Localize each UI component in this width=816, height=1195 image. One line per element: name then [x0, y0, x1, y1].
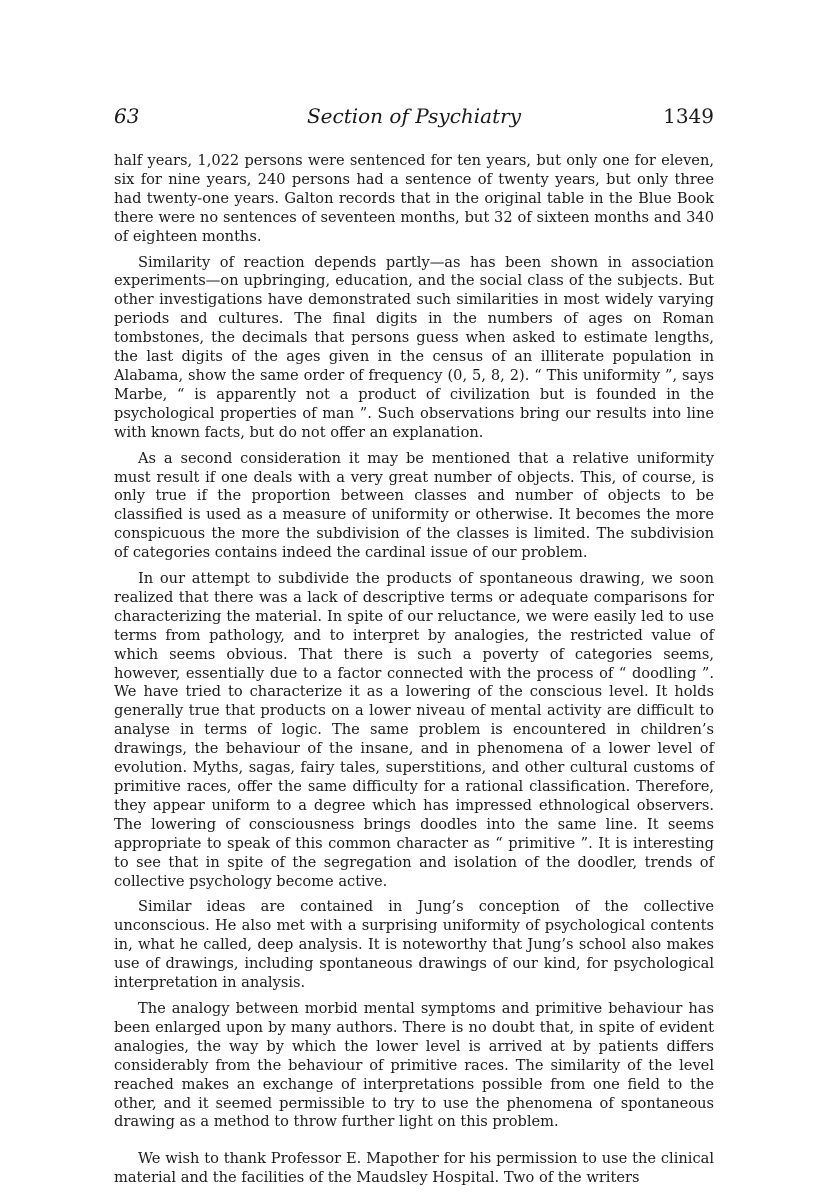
paragraph-continuation: half years, 1,022 persons were sentenced for ten years, but only one for eleven, six for nine years, 240 persons had a sentence of twenty years, but only three had twenty-one years. Galton records that in the original table in the Blue Book there were no sentences of seventeen months, but 32 of sixteen months and 340 of eighteen months. [114, 152, 714, 245]
paragraph-jung: Similar ideas are contained in Jung’s conception of the collective unconscious. He also met with a surprising uniformity of psychological contents in, what he called, deep analysis. It is noteworthy that Jung’s school also makes use of drawings, including spontaneous drawings of our kind, for psychological interpretation in analysis. [114, 898, 714, 992]
body-text [114, 152, 714, 1188]
page-number-right: 1349 [663, 104, 714, 128]
paragraph-similarity: Similarity of reaction depends partly—as has been shown in association experiments—on upbringing, education, and the social class of the subjects. But other investigations have demonstrated such similarities in most widely varying periods and cultures. The final digits in the numbers of ages on Roman tombstones, the decimals that persons guess when asked to estimate lengths, the last digits of the ages given in the census of an illiterate population in Alabama, show the same order of frequency (0, 5, 8, 2). “ This uniformity ”, says Marbe, “ is apparently not a product of civilization but is founded in the psychological properties of man ”. Such observations bring our results into line with known facts, but do not offer an explanation. [114, 253, 714, 441]
page [114, 104, 714, 1195]
page-number-left: 63 [114, 104, 140, 128]
paragraph-analogy: The analogy between morbid mental symptoms and primitive behaviour has been enlarged upon by many authors. There is no doubt that, in spite of evident analogies, the way by which the lower level is arrived at by patients differs considerably from the behaviour of primitive races. The similarity of the level reached makes an exchange of interpretations possible from one field to the other, and it seemed permissible to try to use the phenomena of spontaneous drawing as a method to throw further light on this problem. [114, 999, 714, 1131]
paragraph-subdivision: In our attempt to subdivide the products of spontaneous drawing, we soon realized that there was a lack of descriptive terms or adequate comparisons for characterizing the material. In spite of our reluctance, we were easily led to use terms from pathology, and to interpret by analogies, the restricted value of which seems obvious. That there is such a poverty of categories seems, however, essentially due to a factor connected with the process of “ doodling ”. We have tried to characterize it as a lowering of the conscious level. It holds generally true that products on a lower niveau of mental activity are difficult to analyse in terms of logic. The same problem is encountered in children’s drawings, the behaviour of the insane, and in phenomena of a lower level of evolution. Myths, sagas, fairy tales, superstitions, and other cultural customs of primitive races, offer the same difficulty for a rational classification. Therefore, they appear uniform to a degree which has impressed ethnological observers. The lowering of consciousness brings doodles into the same line. It seems appropriate to speak of this common character as “ primitive ”. It is interesting to see that in spite of the segregation and isolation of the doodler, trends of collective psychology become active. [114, 570, 714, 890]
paragraph-uniformity: As a second consideration it may be mentioned that a relative uniformity must result if one deals with a very great number of objects. This, of course, is only true if the proportion between classes and number of objects to be classified is used as a measure of uniformity or otherwise. It becomes the more conspicuous the more the subdivision of the classes is limited. The subdivision of categories contains indeed the cardinal issue of our problem. [114, 449, 714, 562]
section-title: Section of Psychiatry [306, 104, 522, 128]
paragraph-acknowledgement: We wish to thank Professor E. Mapother for his permission to use the clinical material and the facilities of the Maudsley Hospital. Two of the writers [114, 1150, 714, 1187]
running-header [114, 104, 714, 134]
